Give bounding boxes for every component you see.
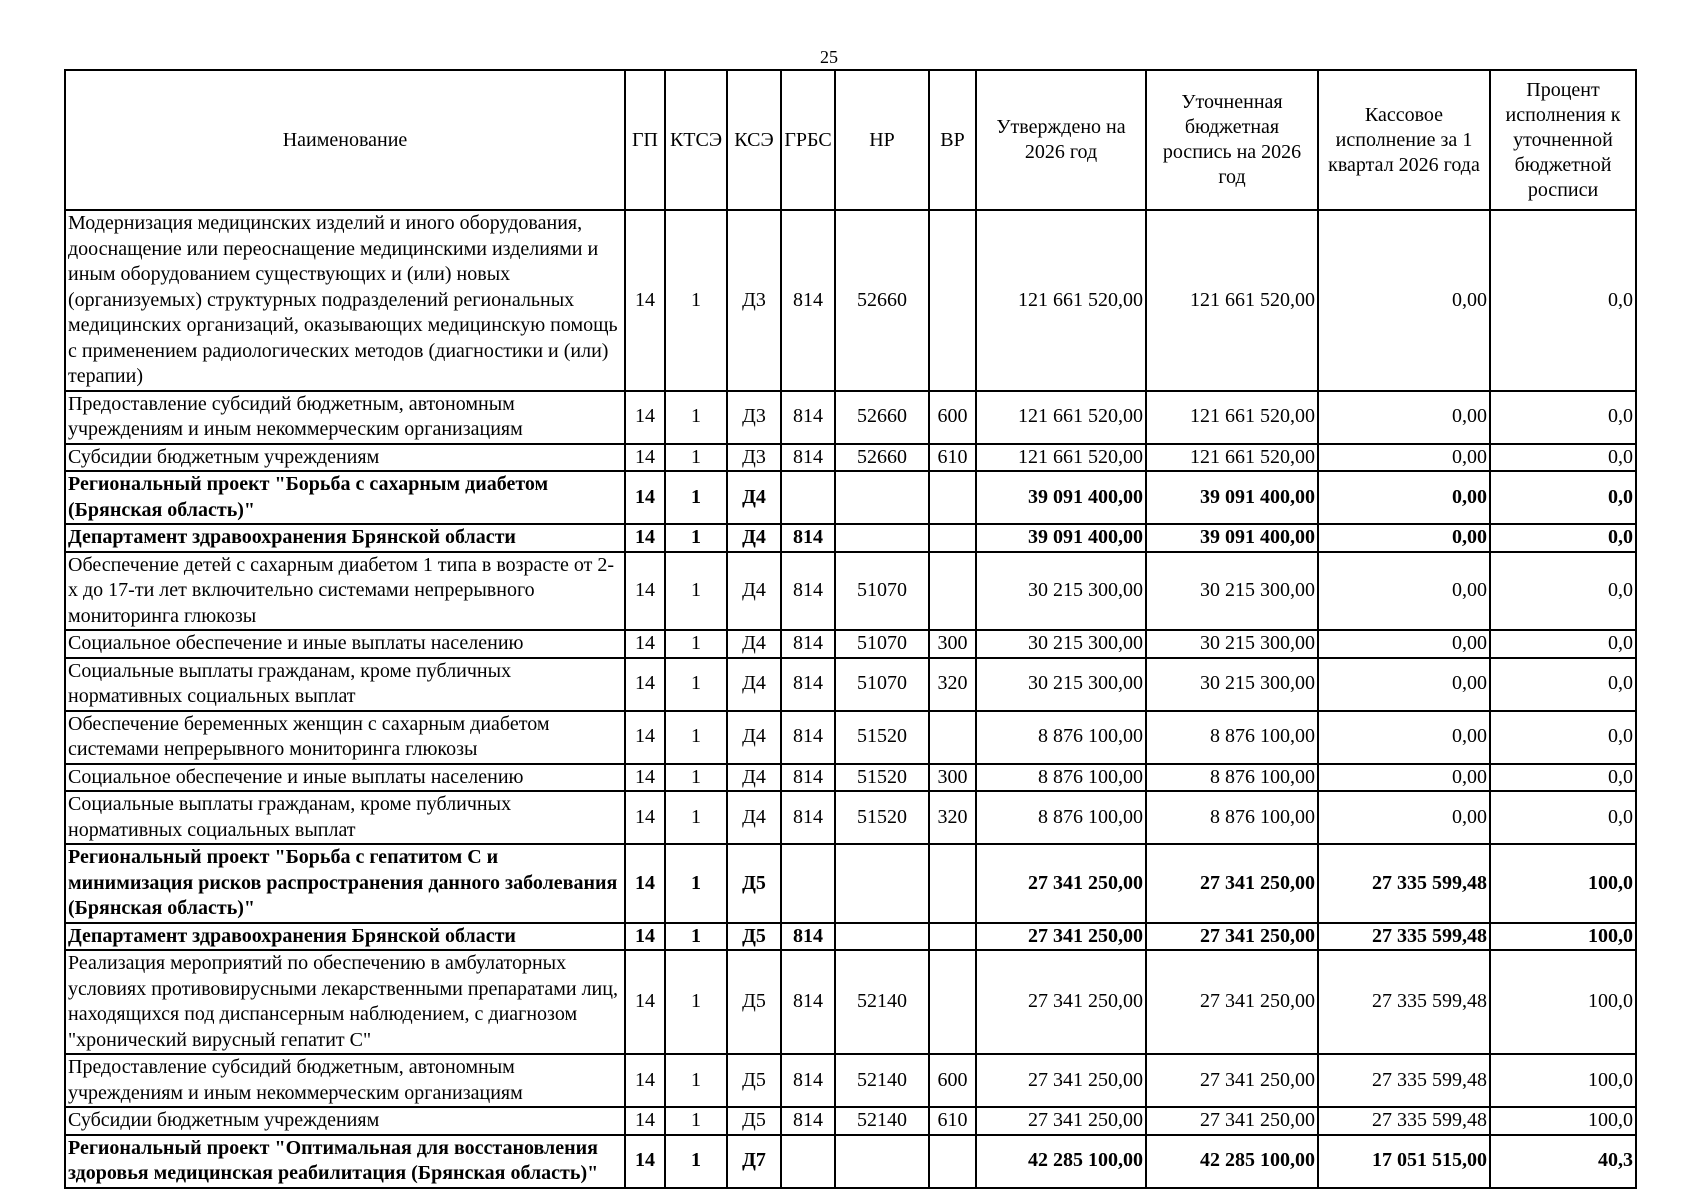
cell-kse: Д4 xyxy=(727,711,781,764)
cell-grbs xyxy=(781,471,835,524)
cell-grbs: 814 xyxy=(781,391,835,444)
cell-gp: 14 xyxy=(625,471,665,524)
cell-kse: Д7 xyxy=(727,1135,781,1188)
cell-name: Региональный проект "Борьба с сахарным диабетом (Брянская область)" xyxy=(65,471,625,524)
cell-cash: 27 335 599,48 xyxy=(1318,1054,1490,1107)
table-row xyxy=(65,444,1636,472)
cell-kse: Д5 xyxy=(727,844,781,923)
cell-vr: 600 xyxy=(929,391,976,444)
cell-refined: 8 876 100,00 xyxy=(1146,791,1318,844)
cell-name: Социальные выплаты гражданам, кроме публичных нормативных социальных выплат xyxy=(65,791,625,844)
cell-approved: 121 661 520,00 xyxy=(976,210,1146,391)
cell-name: Предоставление субсидий бюджетным, автономным учреждениям и иным некоммерческим организациям xyxy=(65,1054,625,1107)
table-row xyxy=(65,711,1636,764)
cell-cash: 27 335 599,48 xyxy=(1318,1107,1490,1135)
cell-grbs: 814 xyxy=(781,444,835,472)
cell-percent: 0,0 xyxy=(1490,210,1636,391)
cell-vr xyxy=(929,471,976,524)
cell-percent: 100,0 xyxy=(1490,844,1636,923)
cell-gp: 14 xyxy=(625,764,665,792)
cell-refined: 30 215 300,00 xyxy=(1146,552,1318,631)
cell-ktse: 1 xyxy=(665,658,727,711)
cell-cash: 0,00 xyxy=(1318,524,1490,552)
cell-refined: 27 341 250,00 xyxy=(1146,923,1318,951)
cell-kse: Д4 xyxy=(727,764,781,792)
cell-vr xyxy=(929,950,976,1054)
cell-kse: Д3 xyxy=(727,444,781,472)
cell-name: Субсидии бюджетным учреждениям xyxy=(65,1107,625,1135)
cell-refined: 8 876 100,00 xyxy=(1146,711,1318,764)
cell-ktse: 1 xyxy=(665,1054,727,1107)
cell-percent: 0,0 xyxy=(1490,711,1636,764)
cell-percent: 40,3 xyxy=(1490,1135,1636,1188)
cell-name: Департамент здравоохранения Брянской области xyxy=(65,524,625,552)
cell-vr xyxy=(929,923,976,951)
cell-approved: 27 341 250,00 xyxy=(976,923,1146,951)
cell-cash: 0,00 xyxy=(1318,444,1490,472)
cell-grbs: 814 xyxy=(781,950,835,1054)
cell-grbs: 814 xyxy=(781,658,835,711)
cell-percent: 0,0 xyxy=(1490,791,1636,844)
cell-ktse: 1 xyxy=(665,630,727,658)
cell-refined: 30 215 300,00 xyxy=(1146,658,1318,711)
cell-gp: 14 xyxy=(625,391,665,444)
cell-refined: 27 341 250,00 xyxy=(1146,844,1318,923)
col-header-name: Наименование xyxy=(65,70,625,210)
cell-cash: 0,00 xyxy=(1318,764,1490,792)
cell-name: Региональный проект "Оптимальная для восстановления здоровья медицинская реабилитация (Брянская область)" xyxy=(65,1135,625,1188)
cell-grbs xyxy=(781,844,835,923)
cell-refined: 27 341 250,00 xyxy=(1146,1107,1318,1135)
cell-grbs: 814 xyxy=(781,552,835,631)
cell-cash: 0,00 xyxy=(1318,210,1490,391)
cell-percent: 0,0 xyxy=(1490,552,1636,631)
cell-vr xyxy=(929,844,976,923)
cell-percent: 100,0 xyxy=(1490,1107,1636,1135)
cell-percent: 0,0 xyxy=(1490,524,1636,552)
cell-refined: 42 285 100,00 xyxy=(1146,1135,1318,1188)
col-header-grbs: ГРБС xyxy=(781,70,835,210)
cell-nr: 51520 xyxy=(835,764,929,792)
cell-gp: 14 xyxy=(625,1135,665,1188)
page-number: 25 xyxy=(820,47,838,67)
col-header-ktse: КТСЭ xyxy=(665,70,727,210)
cell-vr xyxy=(929,210,976,391)
cell-approved: 30 215 300,00 xyxy=(976,658,1146,711)
cell-nr: 52660 xyxy=(835,444,929,472)
cell-name: Региональный проект "Борьба с гепатитом С и минимизация рисков распространения данного заболевания (Брянская область)" xyxy=(65,844,625,923)
cell-refined: 121 661 520,00 xyxy=(1146,210,1318,391)
cell-nr: 52660 xyxy=(835,391,929,444)
cell-ktse: 1 xyxy=(665,471,727,524)
cell-kse: Д4 xyxy=(727,552,781,631)
cell-cash: 0,00 xyxy=(1318,552,1490,631)
cell-vr: 610 xyxy=(929,1107,976,1135)
cell-refined: 27 341 250,00 xyxy=(1146,1054,1318,1107)
col-header-cash: Кассовое исполнение за 1 квартал 2026 года xyxy=(1318,70,1490,210)
cell-approved: 39 091 400,00 xyxy=(976,524,1146,552)
cell-name: Модернизация медицинских изделий и иного оборудования, дооснащение или переоснащение медицинскими изделиями и иным оборудованием существующих и (или) новых (организуемых) структурных подразделений региональных медицинских организаций, оказывающих медицинскую помощь с применением радиологических методов (диагностики и (или) терапии) xyxy=(65,210,625,391)
cell-cash: 27 335 599,48 xyxy=(1318,923,1490,951)
cell-nr: 52140 xyxy=(835,1054,929,1107)
cell-cash: 17 051 515,00 xyxy=(1318,1135,1490,1188)
cell-ktse: 1 xyxy=(665,210,727,391)
table-row xyxy=(65,210,1636,391)
cell-kse: Д4 xyxy=(727,791,781,844)
cell-vr: 300 xyxy=(929,630,976,658)
cell-name: Социальное обеспечение и иные выплаты населению xyxy=(65,764,625,792)
cell-approved: 27 341 250,00 xyxy=(976,1107,1146,1135)
cell-nr xyxy=(835,923,929,951)
cell-vr xyxy=(929,711,976,764)
cell-name: Департамент здравоохранения Брянской области xyxy=(65,923,625,951)
cell-gp: 14 xyxy=(625,210,665,391)
cell-cash: 0,00 xyxy=(1318,391,1490,444)
cell-ktse: 1 xyxy=(665,923,727,951)
header-row xyxy=(65,70,1636,210)
cell-percent: 0,0 xyxy=(1490,630,1636,658)
cell-gp: 14 xyxy=(625,844,665,923)
cell-cash: 0,00 xyxy=(1318,471,1490,524)
cell-approved: 27 341 250,00 xyxy=(976,844,1146,923)
cell-grbs: 814 xyxy=(781,630,835,658)
cell-cash: 0,00 xyxy=(1318,791,1490,844)
cell-percent: 0,0 xyxy=(1490,391,1636,444)
cell-kse: Д5 xyxy=(727,950,781,1054)
budget-table xyxy=(64,69,1637,1189)
cell-vr: 610 xyxy=(929,444,976,472)
cell-percent: 0,0 xyxy=(1490,658,1636,711)
cell-refined: 8 876 100,00 xyxy=(1146,764,1318,792)
cell-approved: 30 215 300,00 xyxy=(976,630,1146,658)
cell-grbs xyxy=(781,1135,835,1188)
cell-gp: 14 xyxy=(625,658,665,711)
cell-gp: 14 xyxy=(625,711,665,764)
cell-kse: Д4 xyxy=(727,471,781,524)
cell-percent: 0,0 xyxy=(1490,444,1636,472)
cell-grbs: 814 xyxy=(781,524,835,552)
cell-vr xyxy=(929,524,976,552)
cell-percent: 0,0 xyxy=(1490,471,1636,524)
cell-name: Субсидии бюджетным учреждениям xyxy=(65,444,625,472)
cell-kse: Д5 xyxy=(727,1107,781,1135)
cell-ktse: 1 xyxy=(665,1135,727,1188)
cell-gp: 14 xyxy=(625,950,665,1054)
cell-percent: 0,0 xyxy=(1490,764,1636,792)
cell-kse: Д4 xyxy=(727,524,781,552)
cell-refined: 30 215 300,00 xyxy=(1146,630,1318,658)
cell-name: Реализация мероприятий по обеспечению в амбулаторных условиях противовирусными лекарственными препаратами лиц, находящихся под диспансерным наблюдением, с диагнозом "хронический вирусный гепатит С" xyxy=(65,950,625,1054)
cell-gp: 14 xyxy=(625,1107,665,1135)
cell-approved: 8 876 100,00 xyxy=(976,791,1146,844)
table-row xyxy=(65,950,1636,1054)
table-row xyxy=(65,471,1636,524)
table-row xyxy=(65,791,1636,844)
cell-nr: 51070 xyxy=(835,630,929,658)
cell-approved: 39 091 400,00 xyxy=(976,471,1146,524)
cell-cash: 0,00 xyxy=(1318,630,1490,658)
cell-kse: Д3 xyxy=(727,210,781,391)
cell-gp: 14 xyxy=(625,524,665,552)
cell-gp: 14 xyxy=(625,1054,665,1107)
cell-gp: 14 xyxy=(625,923,665,951)
col-header-refined: Уточненная бюджетная роспись на 2026 год xyxy=(1146,70,1318,210)
cell-nr: 51520 xyxy=(835,791,929,844)
cell-grbs: 814 xyxy=(781,764,835,792)
cell-approved: 121 661 520,00 xyxy=(976,391,1146,444)
cell-ktse: 1 xyxy=(665,391,727,444)
table-row xyxy=(65,844,1636,923)
cell-ktse: 1 xyxy=(665,950,727,1054)
cell-vr: 600 xyxy=(929,1054,976,1107)
cell-nr xyxy=(835,1135,929,1188)
cell-gp: 14 xyxy=(625,552,665,631)
cell-approved: 27 341 250,00 xyxy=(976,1054,1146,1107)
cell-kse: Д3 xyxy=(727,391,781,444)
table-row xyxy=(65,923,1636,951)
cell-ktse: 1 xyxy=(665,1107,727,1135)
table-row xyxy=(65,1135,1636,1188)
cell-name: Предоставление субсидий бюджетным, автономным учреждениям и иным некоммерческим организациям xyxy=(65,391,625,444)
cell-refined: 27 341 250,00 xyxy=(1146,950,1318,1054)
cell-ktse: 1 xyxy=(665,764,727,792)
cell-name: Обеспечение беременных женщин с сахарным диабетом системами непрерывного мониторинга глюкозы xyxy=(65,711,625,764)
cell-percent: 100,0 xyxy=(1490,950,1636,1054)
cell-refined: 121 661 520,00 xyxy=(1146,391,1318,444)
cell-approved: 30 215 300,00 xyxy=(976,552,1146,631)
cell-nr: 51070 xyxy=(835,552,929,631)
cell-refined: 39 091 400,00 xyxy=(1146,471,1318,524)
cell-ktse: 1 xyxy=(665,444,727,472)
cell-vr xyxy=(929,1135,976,1188)
table-row xyxy=(65,630,1636,658)
cell-grbs: 814 xyxy=(781,791,835,844)
col-header-approved: Утверждено на 2026 год xyxy=(976,70,1146,210)
cell-nr xyxy=(835,524,929,552)
col-header-vr: ВР xyxy=(929,70,976,210)
cell-cash: 27 335 599,48 xyxy=(1318,844,1490,923)
cell-nr xyxy=(835,471,929,524)
cell-vr: 320 xyxy=(929,791,976,844)
cell-grbs: 814 xyxy=(781,1107,835,1135)
cell-kse: Д4 xyxy=(727,630,781,658)
cell-grbs: 814 xyxy=(781,1054,835,1107)
cell-approved: 121 661 520,00 xyxy=(976,444,1146,472)
cell-nr: 52140 xyxy=(835,1107,929,1135)
cell-name: Социальное обеспечение и иные выплаты населению xyxy=(65,630,625,658)
cell-grbs: 814 xyxy=(781,923,835,951)
cell-name: Обеспечение детей с сахарным диабетом 1 типа в возрасте от 2-х до 17-ти лет включительно системами непрерывного мониторинга глюкозы xyxy=(65,552,625,631)
table-row xyxy=(65,764,1636,792)
cell-cash: 0,00 xyxy=(1318,658,1490,711)
col-header-gp: ГП xyxy=(625,70,665,210)
cell-ktse: 1 xyxy=(665,844,727,923)
cell-cash: 0,00 xyxy=(1318,711,1490,764)
cell-vr: 300 xyxy=(929,764,976,792)
table-row xyxy=(65,552,1636,631)
cell-ktse: 1 xyxy=(665,524,727,552)
cell-vr: 320 xyxy=(929,658,976,711)
cell-kse: Д5 xyxy=(727,923,781,951)
col-header-kse: КСЭ xyxy=(727,70,781,210)
cell-approved: 8 876 100,00 xyxy=(976,711,1146,764)
cell-percent: 100,0 xyxy=(1490,923,1636,951)
cell-ktse: 1 xyxy=(665,791,727,844)
table-row xyxy=(65,1107,1636,1135)
table-row xyxy=(65,658,1636,711)
table-row xyxy=(65,1054,1636,1107)
cell-vr xyxy=(929,552,976,631)
cell-refined: 39 091 400,00 xyxy=(1146,524,1318,552)
cell-nr: 52660 xyxy=(835,210,929,391)
cell-approved: 27 341 250,00 xyxy=(976,950,1146,1054)
cell-grbs: 814 xyxy=(781,711,835,764)
cell-nr xyxy=(835,844,929,923)
table-header xyxy=(65,70,1636,210)
table-row xyxy=(65,524,1636,552)
cell-cash: 27 335 599,48 xyxy=(1318,950,1490,1054)
cell-approved: 42 285 100,00 xyxy=(976,1135,1146,1188)
cell-nr: 52140 xyxy=(835,950,929,1054)
cell-name: Социальные выплаты гражданам, кроме публичных нормативных социальных выплат xyxy=(65,658,625,711)
cell-ktse: 1 xyxy=(665,552,727,631)
cell-gp: 14 xyxy=(625,444,665,472)
cell-nr: 51520 xyxy=(835,711,929,764)
cell-approved: 8 876 100,00 xyxy=(976,764,1146,792)
cell-grbs: 814 xyxy=(781,210,835,391)
cell-kse: Д5 xyxy=(727,1054,781,1107)
cell-ktse: 1 xyxy=(665,711,727,764)
cell-nr: 51070 xyxy=(835,658,929,711)
cell-refined: 121 661 520,00 xyxy=(1146,444,1318,472)
col-header-percent: Процент исполнения к уточненной бюджетной росписи xyxy=(1490,70,1636,210)
col-header-nr: НР xyxy=(835,70,929,210)
table-row xyxy=(65,391,1636,444)
cell-gp: 14 xyxy=(625,630,665,658)
cell-kse: Д4 xyxy=(727,658,781,711)
cell-percent: 100,0 xyxy=(1490,1054,1636,1107)
cell-gp: 14 xyxy=(625,791,665,844)
table-body xyxy=(65,210,1636,1188)
